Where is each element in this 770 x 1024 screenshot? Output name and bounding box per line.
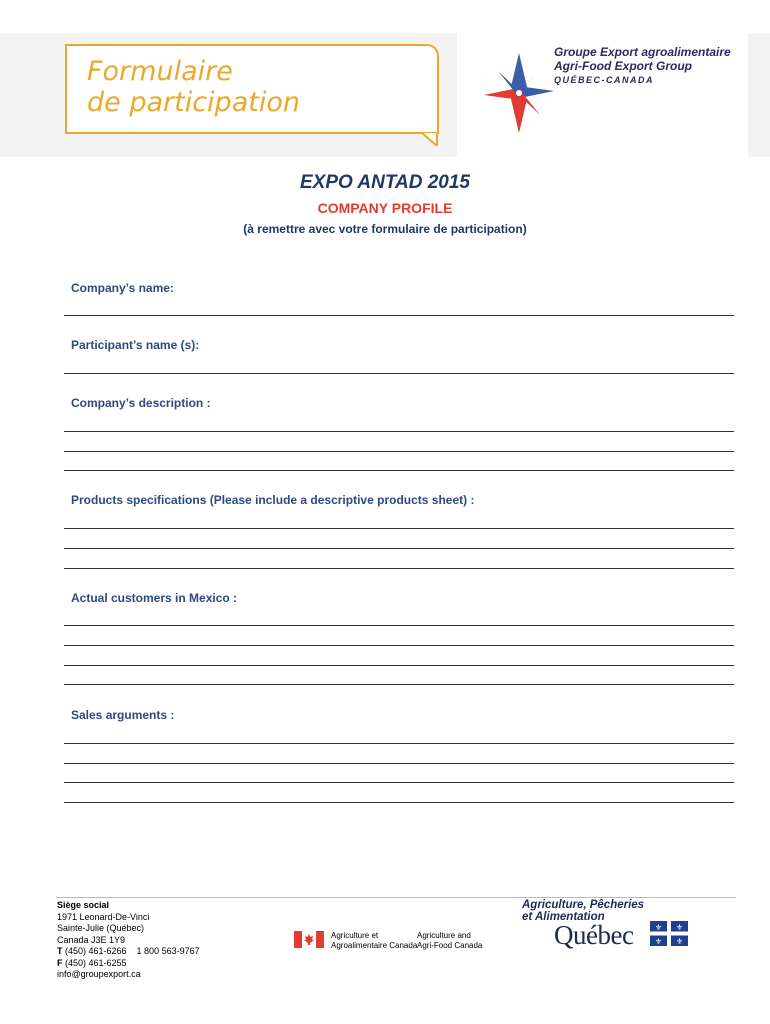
form-title: COMPANY PROFILE bbox=[317, 200, 453, 216]
company-description-line-1[interactable] bbox=[64, 431, 734, 432]
compass-star-logo-icon bbox=[484, 53, 554, 133]
title-box-tail bbox=[421, 132, 439, 146]
aac-fr-line1: Agriculture et bbox=[331, 931, 379, 940]
quebec-flag-icon bbox=[650, 921, 688, 946]
aac-en-line1: Agriculture and bbox=[417, 931, 471, 940]
participant-name-label: Participant’s name (s): bbox=[71, 338, 200, 352]
quebec-wordmark: Québec bbox=[554, 920, 634, 950]
company-name-label: Company’s name: bbox=[71, 281, 174, 295]
products-specifications-label: Products specifications (Please include a descriptive products sheet) : bbox=[71, 493, 475, 507]
ministry-line2: et Alimentation bbox=[522, 911, 605, 923]
head-office-address bbox=[57, 900, 200, 981]
organization-name-fr: Groupe Export agroalimentaire bbox=[554, 45, 731, 59]
svg-text:⚜: ⚜ bbox=[675, 937, 684, 946]
customers-mexico-line-3[interactable] bbox=[64, 665, 734, 666]
form-title-box bbox=[65, 44, 439, 134]
organization-logo-text bbox=[554, 45, 731, 87]
form-instruction: (à remettre avec votre formulaire de participation) bbox=[243, 222, 527, 236]
event-title: EXPO ANTAD 2015 bbox=[300, 172, 470, 193]
svg-text:⚜: ⚜ bbox=[654, 937, 663, 946]
address-line-1: 1971 Leonard-De-Vinci bbox=[57, 911, 150, 922]
company-name-line[interactable] bbox=[64, 315, 734, 316]
products-specifications-line-3[interactable] bbox=[64, 568, 734, 569]
products-specifications-line-2[interactable] bbox=[64, 548, 734, 549]
participant-name-line[interactable] bbox=[64, 373, 734, 374]
svg-text:⚜: ⚜ bbox=[675, 923, 684, 932]
organization-name-en: Agri-Food Export Group bbox=[554, 59, 692, 73]
customers-mexico-line-4[interactable] bbox=[64, 684, 734, 685]
address-line-2: Sainte-Julie (Québec) bbox=[57, 923, 145, 933]
company-description-line-2[interactable] bbox=[64, 451, 734, 452]
canada-flag-icon bbox=[294, 931, 324, 948]
company-description-line-3[interactable] bbox=[64, 470, 734, 471]
form-type-title bbox=[87, 56, 300, 118]
sales-arguments-line-4[interactable] bbox=[64, 802, 734, 803]
company-description-label: Company’s description : bbox=[71, 396, 211, 410]
organization-location: QUÉBEC-CANADA bbox=[554, 75, 654, 85]
head-office-title: Siège social bbox=[57, 900, 110, 910]
customers-mexico-line-2[interactable] bbox=[64, 645, 734, 646]
aac-name-en bbox=[417, 931, 482, 951]
products-specifications-line-1[interactable] bbox=[64, 528, 734, 529]
form-type-title-line1: Formulaire bbox=[87, 56, 233, 87]
form-type-title-line2: de participation bbox=[87, 87, 300, 118]
phone-numbers: (450) 461-6266 1 800 563-9767 bbox=[62, 946, 200, 956]
footer-divider bbox=[56, 897, 736, 898]
sales-arguments-line-2[interactable] bbox=[64, 763, 734, 764]
phone-prefix: T bbox=[57, 946, 63, 956]
customers-mexico-line-1[interactable] bbox=[64, 625, 734, 626]
email-link[interactable]: info@groupexport.ca bbox=[57, 969, 141, 979]
sales-arguments-line-1[interactable] bbox=[64, 743, 734, 744]
aac-name-fr bbox=[331, 931, 417, 951]
address-line-3: Canada J3E 1Y9 bbox=[57, 934, 126, 945]
header-corner-tab bbox=[748, 33, 770, 157]
aac-en-line2: Agri-Food Canada bbox=[417, 941, 483, 950]
svg-text:⚜: ⚜ bbox=[654, 923, 663, 932]
aac-fr-line2: Agroalimentaire Canada bbox=[331, 941, 418, 950]
sales-arguments-label: Sales arguments : bbox=[71, 708, 175, 722]
fax-number: (450) 461-6255 bbox=[62, 957, 127, 968]
sales-arguments-line-3[interactable] bbox=[64, 782, 734, 783]
fax-prefix: F bbox=[57, 957, 63, 968]
ministry-line1: Agriculture, Pêcheries bbox=[522, 899, 645, 911]
customers-mexico-label: Actual customers in Mexico : bbox=[71, 591, 238, 605]
